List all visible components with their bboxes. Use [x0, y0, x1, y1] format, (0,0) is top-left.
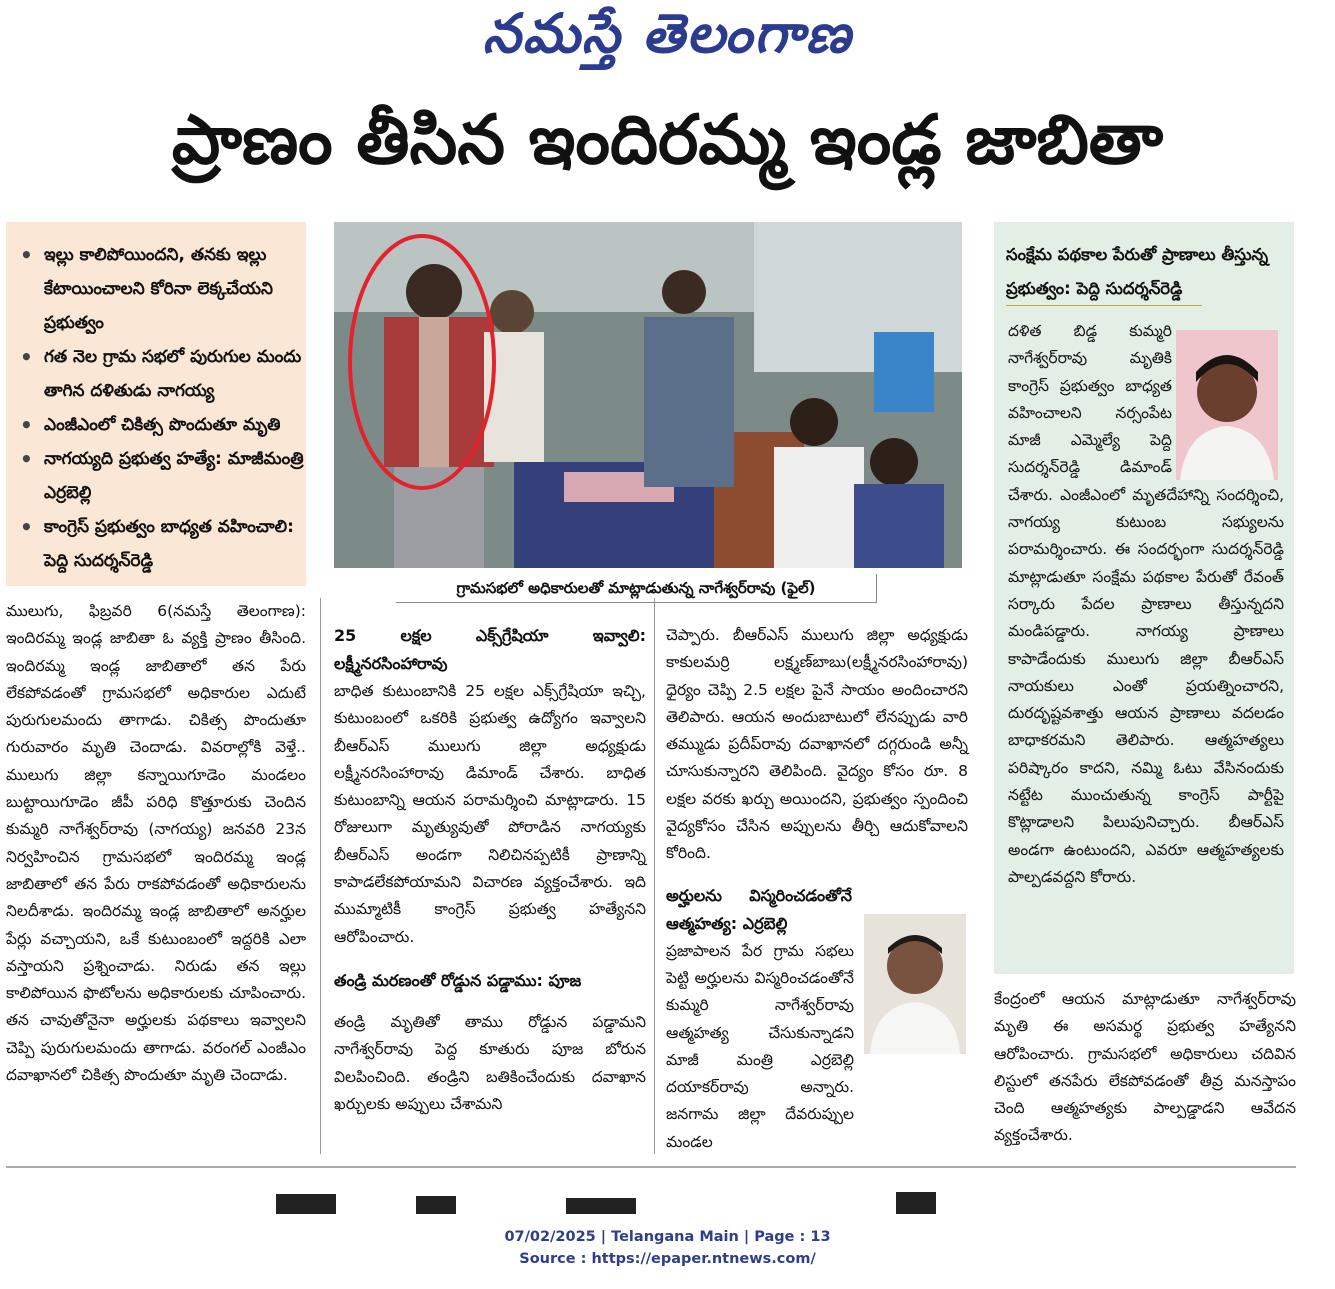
portrait-spacer [1172, 318, 1284, 478]
next-headline-fragment [6, 1190, 1296, 1214]
teaser-glyphs [6, 1190, 1296, 1214]
article-text: ప్రజాపాలన పేర గ్రామ సభలు పెట్టి అర్హులను విస్మరించడంతోనే కుమ్మరి నాగేశ్వర్‌రావు ఆత్మహత్య చేసుకున్నాడని మాజీ మంత్రి ఎర్రబెల్లి దయాకర్‌రావు అన్నారు. జనగామ జిల్లా దేవరుప్పుల మండల [666, 941, 854, 1151]
column-divider [320, 598, 321, 1154]
bullet-icon: • [20, 413, 33, 437]
highlight-item: • ఎంజీఎంలో చికిత్స పొందుతూ మృతి [20, 408, 306, 442]
sidebar-column [1008, 318, 1284, 891]
article-column-4 [994, 986, 1296, 1150]
article-column-1 [6, 598, 306, 1089]
highlight-item: • కాంగ్రెస్ ప్రభుత్వం బాధ్యత వహించాలి: పెద్ది సుదర్శన్‌రెడ్డి [20, 510, 306, 578]
footer-source-line[interactable]: Source : https://epaper.ntnews.com/ [519, 1251, 816, 1267]
footer-date-line: 07/02/2025 | Telangana Main | Page : 13 [504, 1229, 831, 1245]
bullet-icon: • [20, 515, 33, 539]
masthead: నమస్తే తెలంగాణ [482, 2, 853, 65]
article-text: ములుగు, ఫిబ్రవరి 6(నమస్తే తెలంగాణ): ఇందిరమ్మ ఇండ్ల జాబితా ఓ వ్యక్తి ప్రాణం తీసింది. ఇందిరమ్మ ఇండ్ల జాబితాలో తన పేరు లేకపోవడంతో గ్రామసభలో అధికారుల ఎదుటే పురుగులమందు తాగాడు. చికిత్స పొందుతూ గురువారం మృతి చెందాడు. వివరాల్లోకి వెళ్తే.. ములుగు జిల్లా కన్నాయిగూడెం మండలం బుట్టాయిగూడెం జీపీ పరిధి కొత్తూరుకు చెందిన కుమ్మరి నాగేశ్వర్‌రావు (నాగయ్య) జనవరి 23న నిర్వహించిన గ్రామసభలో ఇందిరమ్మ ఇండ్ల జాబితాలో తన పేరు రాకపోవడంతో అధికారులను నిలదీశాడు. ఇందిరమ్మ ఇండ్ల జాబితాలో అనర్హుల పేర్లు వచ్చాయని, ఒకే కుటుంబంలో ఇద్దరికి ఎలా వస్తాయని ప్రశ్నించాడు. నిరుడు తన ఇల్లు కాలిపోయిన ఫొటోలను అధికారులకు చూపించారు. తన చావుతోనైనా అర్హులకు పథకాలు ఇవ్వాలని చెప్పి పురుగులమందు తాగాడు. వరంగల్ ఎంజీఎం దవాఖానలో చికిత్స పొందుతూ మృతి చెందాడు. [6, 602, 306, 1085]
footer-rule [6, 1166, 1296, 1168]
subheading: అర్హులను విస్మరించడంతోనే ఆత్మహత్య: ఎర్రబెల్లి [666, 885, 852, 933]
highlight-item: • ఇల్లు కాలిపోయిందని, తనకు ఇల్లు కేటాయించాలని కోరినా లెక్కచేయని ప్రభుత్వం [20, 238, 306, 340]
news-photo [334, 222, 962, 568]
photo-illustration [334, 222, 962, 568]
bullet-icon: • [20, 447, 33, 471]
photo-caption: గ్రామసభలో అధికారులతో మాట్లాడుతున్న నాగేశ్వర్‌రావు (ఫైల్) [396, 574, 877, 603]
subheading: తండ్రి మరణంతో రోడ్డున పడ్డాము: పూజ [334, 970, 582, 990]
article-text: బాధిత కుటుంబానికి 25 లక్షల ఎక్స్‌గ్రేషియా ఇచ్చి, కుటుంబంలో ఒకరికి ప్రభుత్వ ఉద్యోగం ఇవ్వాలని బీఆర్‌ఎస్ ములుగు జిల్లా అధ్యక్షుడు లక్ష్మీనరసింహారావు డిమాండ్ చేశారు. బాధిత కుటుంబాన్ని ఆయన పరామర్శించి మాట్లాడారు. 15 రోజులుగా మృత్యువుతో పోరాడిన నాగయ్యకు బీఆర్‌ఎస్ అండగా నిలిచినప్పటికీ ప్రాణాన్ని కాపాడలేకపోయామని విచారణ వ్యక్తంచేశారు. ఇది ముమ్మాటికీ కాంగ్రెస్ ప్రభుత్వ హత్యేనని ఆరోపించారు. [334, 682, 646, 946]
portrait-image [864, 914, 966, 1054]
article-column-2 [334, 622, 646, 1118]
footer [0, 1226, 1335, 1270]
sidebar-heading: సంక్షేమ పథకాల పేరుతో ప్రాణాలు తీస్తున్న ప్రభుత్వం: పెద్ది సుదర్శన్‌రెడ్డి [1006, 245, 1269, 298]
headline: ప్రాణం తీసిన ఇందిరమ్మ ఇండ్ల జాబితా [171, 101, 1164, 180]
article-text: దళిత బిడ్డ కుమ్మరి నాగేశ్వర్‌రావు మృతికి కాంగ్రెస్ ప్రభుత్వం బాధ్యత వహించాలని నర్సంపేట మాజీ ఎమ్మెల్యే పెద్ది సుదర్శన్‌రెడ్డి డిమాండ్ చేశారు. ఎంజీఎంలో మృతదేహాన్ని సందర్శించి, నాగయ్య కుటుంబ సభ్యులను పరామర్శించారు. ఈ సందర్భంగా సుదర్శన్‌రెడ్డి మాట్లాడుతూ సంక్షేమ పథకాల పేరుతో రేవంత్ సర్కారు పేదల ప్రాణాలు తీస్తున్నదని మండిపడ్డారు. నాగయ్య ప్రాణాలు కాపాడేందుకు ములుగు జిల్లా బీఆర్‌ఎస్ నాయకులు ఎంతో ప్రయత్నించారని, దురదృష్టవశాత్తు ఆయన ప్రాణాలు వదలడం బాధాకరమని తెలిపారు. ఆత్మహత్యలు పరిష్కారం కాదని, నమ్మి ఓటు వేసినందుకు నట్టేట ముంచుతున్న కాంగ్రెస్ పార్టీపై కొట్లాడాలని పిలుపునిచ్చారు. బీఆర్‌ఎస్ అండగా ఉంటుందని, ఎవరూ ఆత్మహత్యలకు పాల్పడవద్దని కోరారు. [1008, 318, 1284, 891]
bullet-icon: • [20, 243, 33, 267]
article-text: చెప్పారు. బీఆర్‌ఎస్ ములుగు జిల్లా అధ్యక్షుడు కాకులమర్రి లక్ష్మణ్‌బాబు(లక్ష్మీనరసింహారావు) ధైర్యం చెప్పి 2.5 లక్షల పైనే సాయం అందించారని తెలిపారు. ఆయన అందుబాటులో లేనప్పుడు వారి తమ్ముడు ప్రదీప్‌రావు దవాఖానలో దగ్గరుండి అన్నీ చూసుకున్నారని తెలిపింది. వైద్యం కోసం రూ. 8 లక్షల వరకు ఖర్చు అయిందని, ప్రభుత్వం స్పందించి వైద్యకోసం చేసిన అప్పులను తీర్చి ఆదుకోవాలని కోరింది. [666, 626, 968, 863]
bullet-icon: • [20, 345, 33, 369]
article-text: కేంద్రంలో ఆయన మాట్లాడుతూ నాగేశ్వర్‌రావు మృతి ఈ అసమర్థ ప్రభుత్వ హత్యేనని ఆరోపించారు. గ్రామసభలో అధికారులు చదివిన లిస్టులో తనపేరు లేకపోవడంతో తీవ్ర మనస్తాపం చెంది ఆత్మహత్యకు పాల్పడ్డాడని ఆవేదన వ్యక్తంచేశారు. [994, 990, 1296, 1145]
highlights-list [6, 238, 306, 578]
portrait-errabelli [864, 914, 966, 1054]
article-text: తండ్రి మృతితో తాము రోడ్డున పడ్డామని నాగేశ్వర్‌రావు పెద్ద కూతురు పూజ బోరున విలపించింది. తండ్రిని బతికించేందుకు దవాఖాన ఖర్చులకు అప్పులు చేశామని [334, 1012, 646, 1113]
sidebar-heading-rule [1006, 305, 1202, 306]
highlight-item: • నాగయ్యది ప్రభుత్వ హత్యే: మాజీమంత్రి ఎర్రబెల్లి [20, 442, 306, 510]
highlights-box [6, 222, 306, 586]
subheading: 25 లక్షల ఎక్స్‌గ్రేషియా ఇవ్వాలి: లక్ష్మీనరసింహారావు [334, 626, 646, 673]
highlight-item: • గత నెల గ్రామ సభలో పురుగుల మందు తాగిన దళితుడు నాగయ్య [20, 340, 306, 408]
column-divider [654, 598, 655, 1154]
article-column-3 [666, 622, 968, 1156]
